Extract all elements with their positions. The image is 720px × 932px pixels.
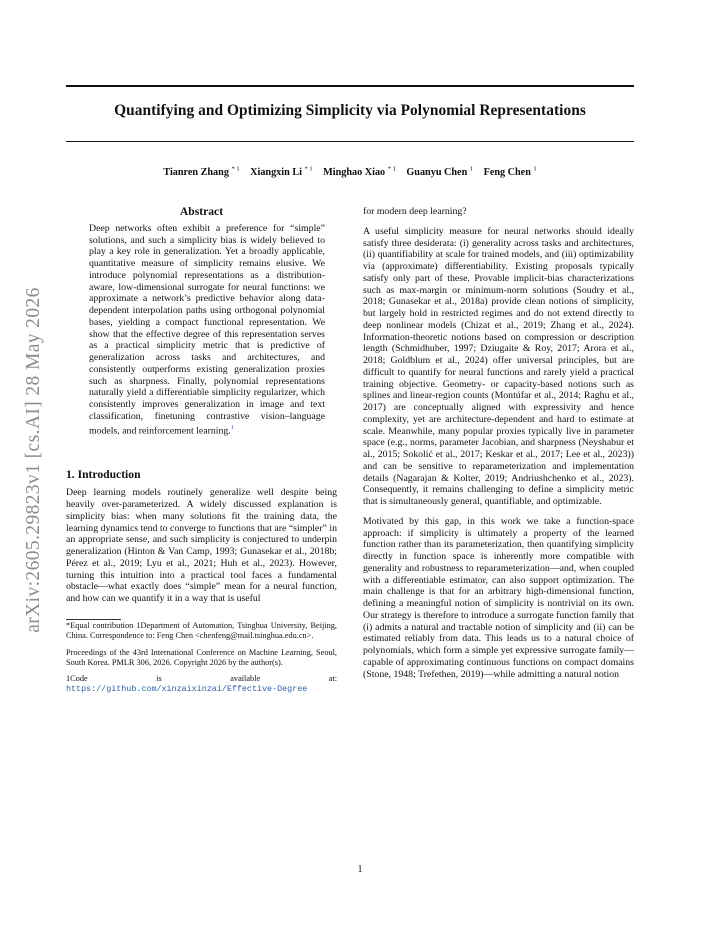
introduction-continuation: for modern deep learning? [363,206,467,217]
arxiv-identifier [8,250,60,670]
title-rule-bottom [66,141,634,142]
introduction-paragraph-1: Deep learning models routinely generalize well despite being heavily over-parameterized. A widely discussed explanation is simplicity bias: when many solutions fit the training data, the learning dynamics tend to converge to functions that are “simpler” in an appropriate sense, and such simplicity is conjectured to underpin generalization (Hinton & Van Camp, 1993; Gunasekar et al., 2018b; Pérez et al., 2019; Lyu et al., 2021; Huh et al., 2023). However, turning this intuition into a practical tool faces a fundamental obstacle—what exactly does “simple” mean for a neural function, and how can we quantify it in a way that is useful [66,487,337,605]
introduction-paragraph-3: Motivated by this gap, in this work we take a function-space approach: if simplicity is ultimately a property of the learned function rather than its parameterization, then quantifying simplicity directly in function space is inherently more compatible with generality and robustness to reparameterization—and, when coupled with a differentiable estimator, can also support optimization. The main challenge is that for an arbitrary high-dimensional function, defining a meaningful notion of simplicity is nontrivial on its own. Our strategy is therefore to introduce a surrogate function family that (i) admits a natural and tractable notion of simplicity and (ii) can be estimated reliably from data. This leads us to a natural choice of polynomials, which form a simple yet expressive surrogate family—capable of approximating continuous functions on compact domains (Stone, 1948; Trefethen, 2019)—while admitting a natural notion [363,515,634,680]
paper-title: Quantifying and Optimizing Simplicity via Polynomial Representations [114,102,586,119]
footnote-code-label: 1Code is available at: [66,674,337,684]
footnote-code [66,674,337,694]
author: Minghao Xiao $^{* 1}$ [323,166,396,179]
footnote-divider [66,619,121,620]
right-column [363,206,634,680]
section-heading-introduction: 1. Introduction [66,467,141,481]
arxiv-identifier-text: arXiv:2605.29823v1 [cs.AI] 28 May 2026 [23,287,45,633]
author: Guanyu Chen $^1$ [406,166,474,179]
code-footnote-mark[interactable]: 1 [230,424,234,431]
footnote-proceedings: Proceedings of the 43rd International Conference on Machine Learning, Seoul, South Korea. PMLR 306, 2026. Copyright 2026 by the author(s). [66,647,337,667]
footnote-equal-contribution: *Equal contribution 1Department of Automation, Tsinghua University, Beijing, China. Correspondence to: Feng Chen <chenfeng@mail.tsinghua.edu.cn>. [66,621,337,641]
author: Feng Chen $^1$ [483,166,537,179]
author-list [66,166,634,178]
left-column [66,206,337,702]
page-number: 1 [357,864,363,875]
title-rule-top [66,85,634,87]
abstract-heading: Abstract [179,205,224,218]
author: Xiangxin Li $^{* 1}$ [250,166,313,179]
author: Tianren Zhang $^{* 1}$ [163,166,240,179]
code-repository-link[interactable]: https://github.com/xinzaixinzai/Effective-Degree [66,683,308,694]
introduction-paragraph-2: A useful simplicity measure for neural networks should ideally satisfy three desiderata: (i) generality across tasks and architectures, (ii) quantifiability at scale for trained models, and (iii) optimizability via (approximate) differentiability. Existing proposals typically satisfy only part of these. Provable implicit-bias characterizations such as max-margin or minimum-norm solutions (Soudry et al., 2018; Gunasekar et al., 2018a) provide clean notions of simplicity, but largely hold in restricted regimes and do not extend directly to deep nonlinear models (Chizat et al., 2019; Zhang et al., 2024). Information-theoretic notions based on compression or description length (Schmidhuber, 1997; Dziugaite & Roy, 2017; Arora et al., 2018; Goldblum et al., 2024) offer universal principles, but are difficult to quantify for neural functions and rarely yield a practical training objective. Geometry- or capacity-based notions such as splines and linear-region counts (Montúfar et al., 2014; Raghu et al., 2017) are conceptually aligned with expressivity and hence complexity, yet are architecture-dependent and hard to estimate at scale. Meanwhile, many popular proxies typically live in parameter space (e.g., norms, parameter Jacobian, and sharpness (Neyshabur et al., 2015; Sokolić et al., 2017; Keskar et al., 2017; Lee et al., 2023)) and can be sensitive to reparameterization and implementation details (Nagarajan & Kolter, 2019; Andriushchenko et al., 2023). Consequently, it remains challenging to define a simplicity metric that is simultaneously general, quantifiable, and optimizable. [363,225,634,507]
abstract-body [89,223,325,437]
abstract-text: Deep networks often exhibit a preference for “simple” solutions, and such a simplicity bias is widely believed to play a key role in generalization. Yet a broadly applicable, quantitative measure of simplicity remains elusive. We introduce polynomial representations as a distribution-aware, low-dimensional surrogate for neural functions: we approximate a network’s predictive behavior along data-dependent interpolation paths using orthogonal polynomial bases, yielding a compact functional representation. We show that the effective degree of this representation serves as a practical simplicity metric that is predictive of generalization across tasks and architectures, and consistently outperforms existing generalization proxies such as sharpness. Finally, polynomial representations naturally yield a differentiable simplicity regularizer, which consistently improves generalization in image and text classification, finetuning contrastive vision–language models, and reinforcement learning. [89,222,325,436]
